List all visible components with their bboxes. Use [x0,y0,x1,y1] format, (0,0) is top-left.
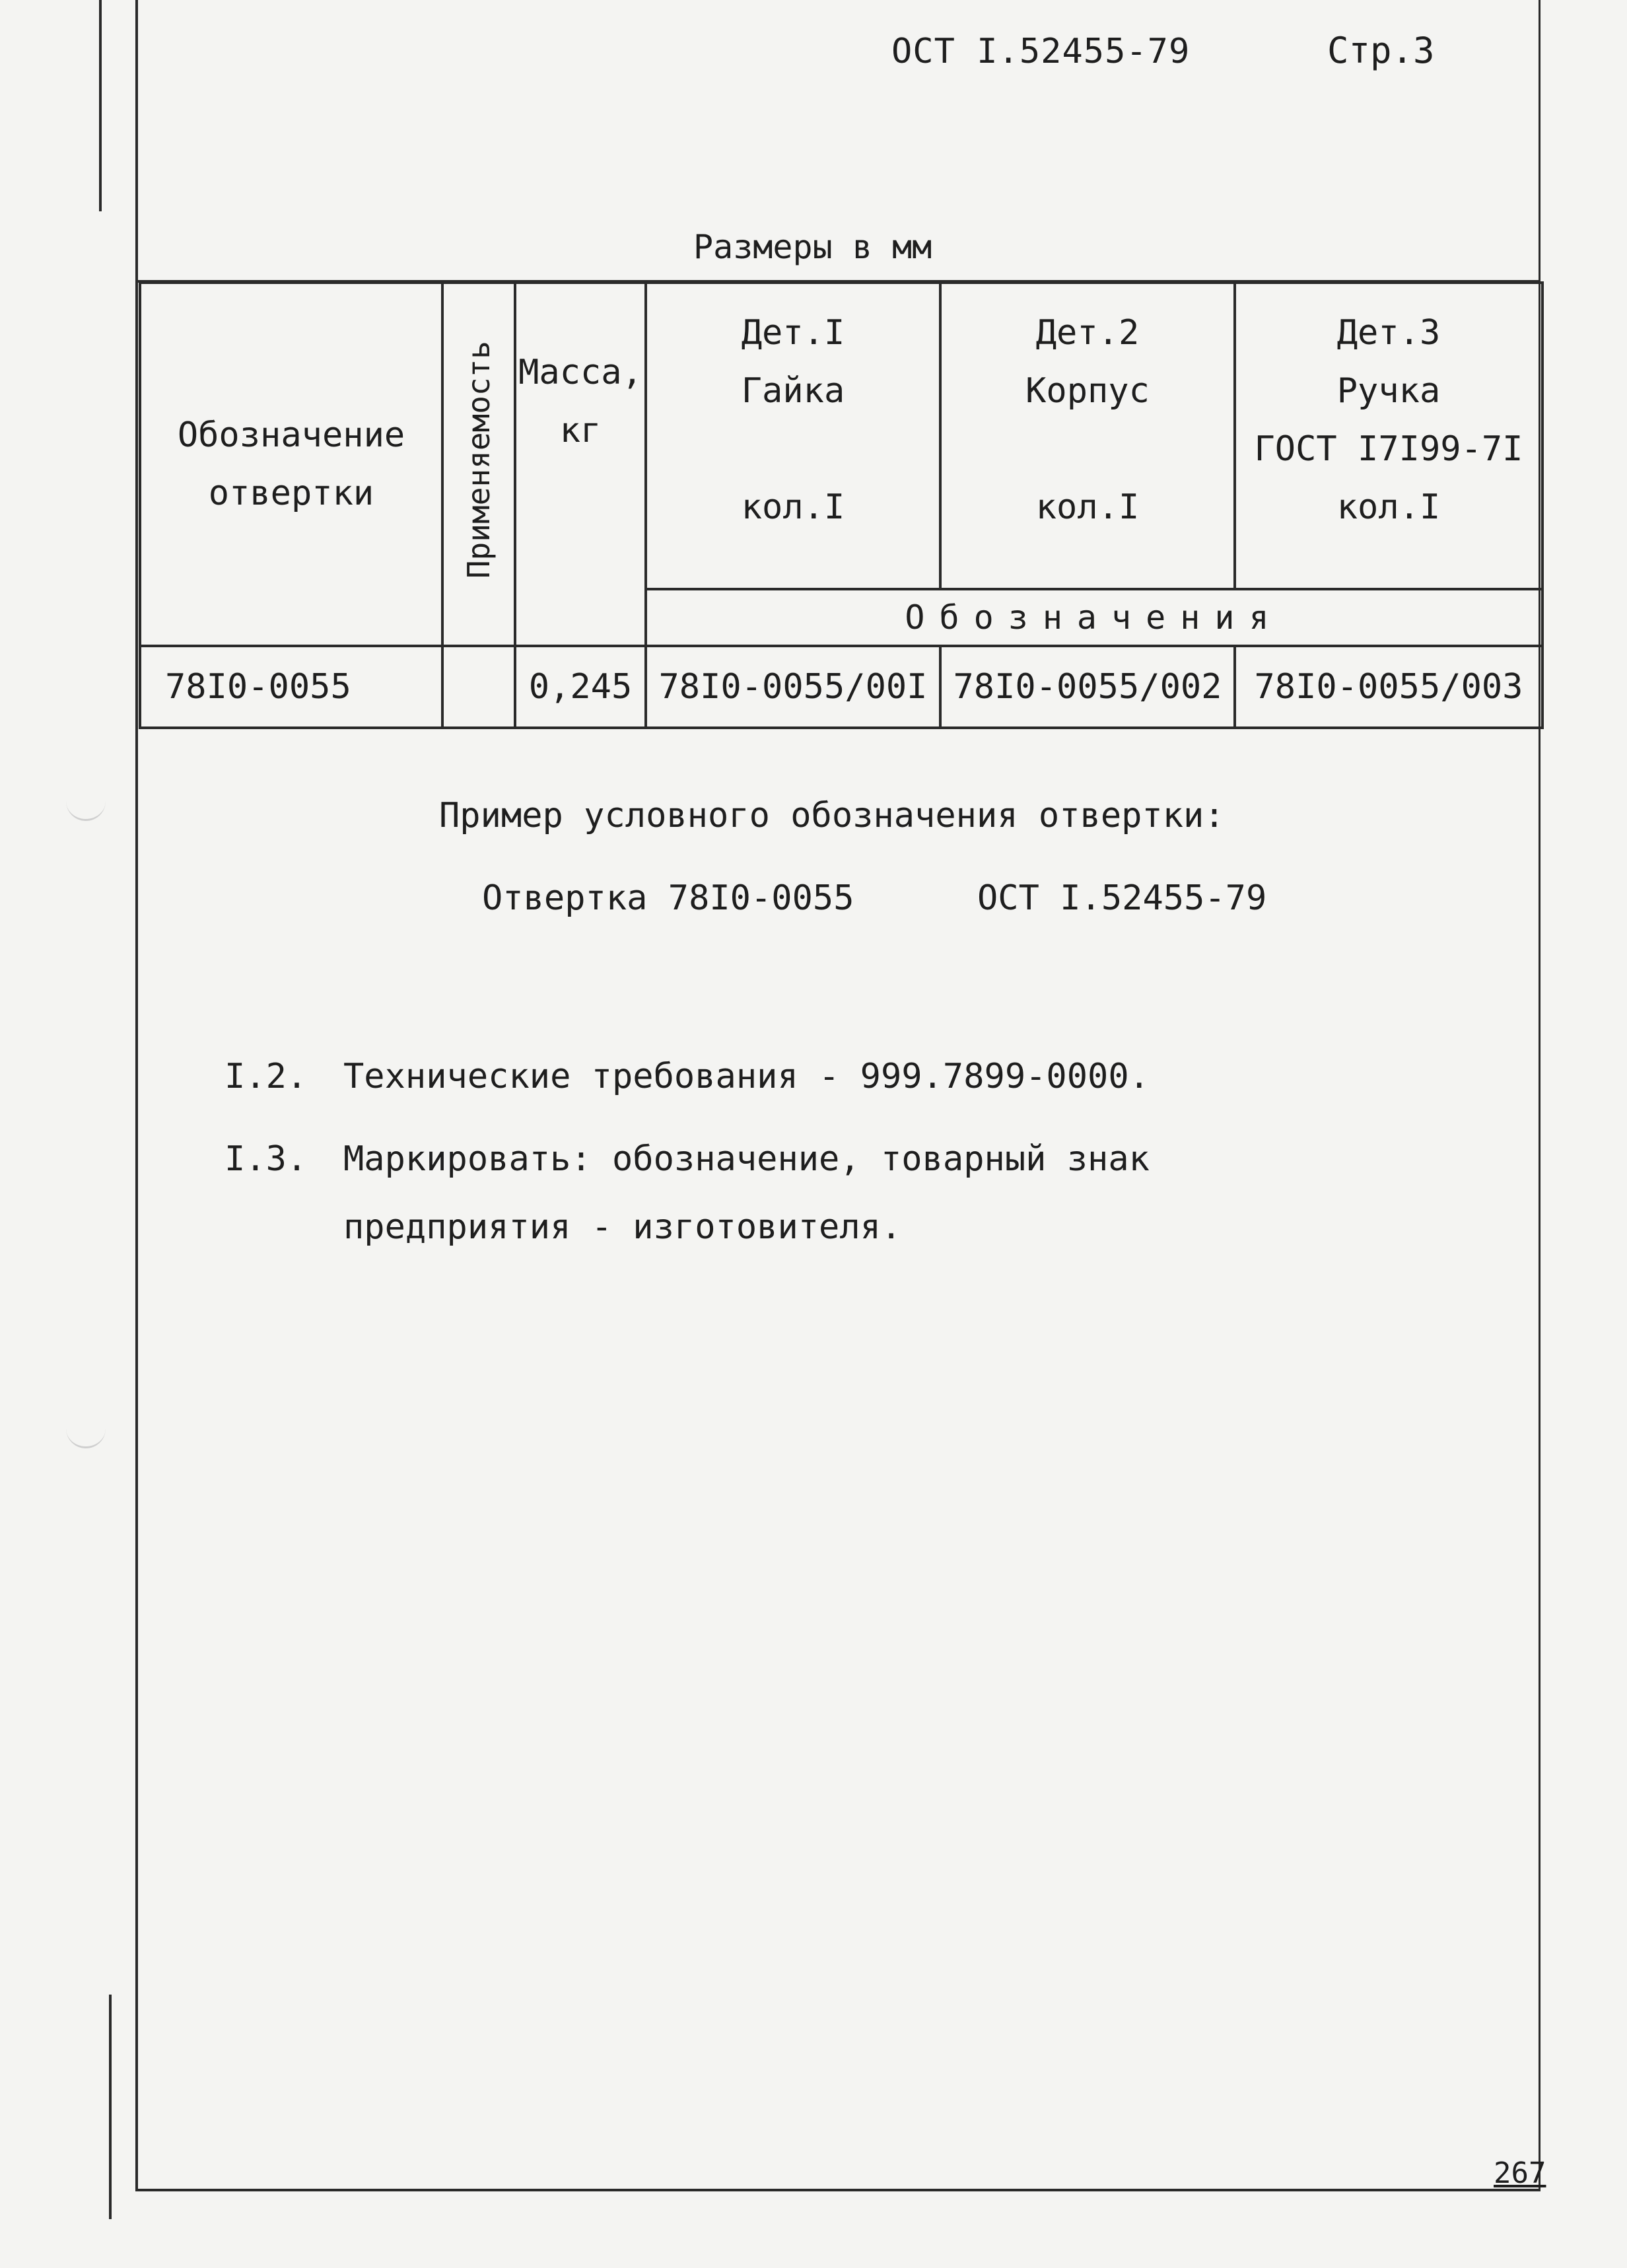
binding-line-top [99,0,102,211]
row-mass: 0,245 [515,646,646,728]
requirement-number: І.3. [225,1139,308,1179]
punch-hole-mark [66,1427,106,1448]
detail-3-qty: кол.І [1336,487,1441,527]
header-designation [140,283,442,646]
binding-line-bottom [109,1995,112,2219]
header-detail-2 [940,283,1235,589]
detail-3-name: Ручка [1336,371,1441,411]
table-row [140,646,1542,728]
detail-1-standard [647,420,939,478]
header-detail-3 [1235,283,1542,589]
requirement-number: І.2. [225,1057,308,1096]
row-detail-2: 78І0-0055/002 [940,646,1235,728]
dimensions-note: Размеры в мм [693,228,932,266]
detail-1-qty: кол.І [741,487,845,527]
row-detail-1: 78І0-0055/00І [646,646,940,728]
row-designation: 78І0-0055 [140,646,442,728]
designations-label: Обозначения [905,598,1284,637]
punch-hole-mark [66,799,106,821]
header-mass-line2: кг [559,411,602,450]
specification-table [139,281,1544,729]
row-detail-3: 78І0-0055/003 [1235,646,1542,728]
designations-label-cell [646,589,1542,646]
row-applicability [442,646,515,728]
detail-2-name: Корпус [1025,371,1150,411]
detail-2-title: Дет.2 [1035,313,1140,353]
header-applicability [442,283,515,646]
example-title: Пример условного обозначения отвертки: [439,796,1225,835]
frame-border-left [135,0,138,2191]
page-number: 267 [1494,2156,1546,2190]
page-label: Стр.3 [1327,30,1435,71]
header-mass [515,283,646,646]
frame-border-bottom [135,2189,1540,2191]
requirement-text: Маркировать: обозначение, товарный знак [343,1139,1150,1179]
document-code: ОСТ І.52455-79 [891,32,1191,71]
requirement-text: Технические требования - 999.7899-0000. [343,1057,1150,1096]
header-mass-line1: Масса, [518,353,642,392]
detail-2-standard [942,420,1233,478]
detail-3-title: Дет.3 [1336,313,1441,353]
detail-2-qty: кол.І [1035,487,1140,527]
example-standard: ОСТ І.52455-79 [977,878,1267,918]
header-designation-line2: отвертки [208,474,374,513]
header-applicability-text: Применяемость [461,341,497,579]
header-detail-1 [646,283,940,589]
detail-1-name: Гайка [741,371,845,411]
requirement-text-continued: предприятия - изготовителя. [343,1207,902,1247]
header-designation-line1: Обозначение [177,415,405,455]
detail-1-title: Дет.І [741,313,845,353]
detail-3-standard: ГОСТ І7І99-7І [1254,429,1523,469]
example-item: Отвертка 78І0-0055 [482,878,854,918]
